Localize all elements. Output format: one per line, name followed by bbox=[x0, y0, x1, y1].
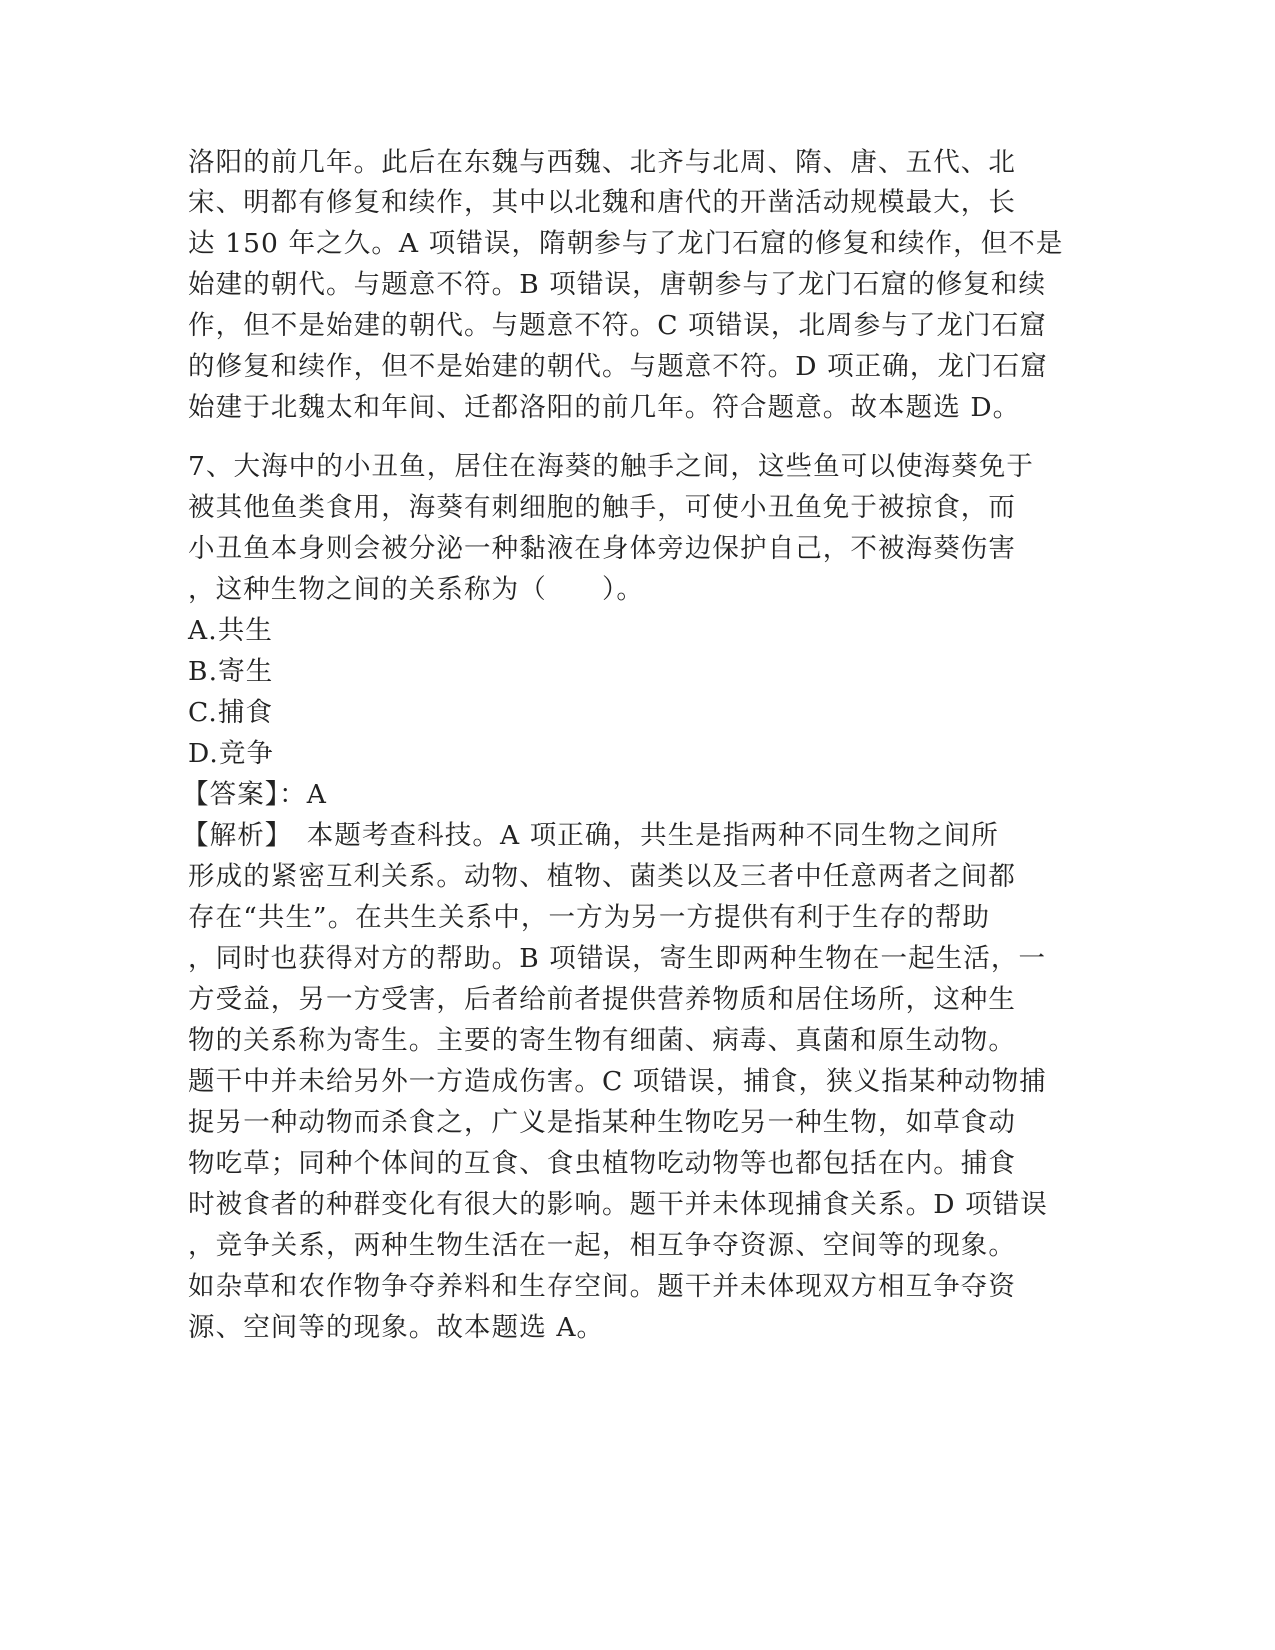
text-line: 小丑鱼本身则会被分泌一种黏液在身体旁边保护自己，不被海葵伤害 bbox=[188, 533, 1016, 564]
text-line: ，竞争关系，两种生物生活在一起，相互争夺资源、空间等的现象。 bbox=[188, 1230, 1016, 1261]
text-line: 的修复和续作，但不是始建的朝代。与题意不符。D 项正确，龙门石窟 bbox=[188, 351, 1048, 382]
text-line: 形成的紧密互利关系。动物、植物、菌类以及三者中任意两者之间都 bbox=[188, 861, 1016, 892]
text-line: 【解析】 本题考查科技。A 项正确，共生是指两种不同生物之间所 bbox=[182, 820, 999, 851]
text-line: 如杂草和农作物争夺养料和生存空间。题干并未体现双方相互争夺资 bbox=[188, 1271, 1016, 1302]
text-line: 始建于北魏太和年间、迁都洛阳的前几年。符合题意。故本题选 D。 bbox=[188, 392, 1021, 423]
option-c: C.捕食 bbox=[188, 697, 274, 728]
text-line: 捉另一种动物而杀食之，广义是指某种生物吃另一种生物，如草食动 bbox=[188, 1107, 1016, 1138]
option-d: D.竞争 bbox=[188, 738, 275, 769]
text-line: 7、大海中的小丑鱼，居住在海葵的触手之间，这些鱼可以使海葵免于 bbox=[188, 451, 1034, 482]
text-line: 作，但不是始建的朝代。与题意不符。C 项错误，北周参与了龙门石窟 bbox=[188, 310, 1047, 341]
text-line: 源、空间等的现象。故本题选 A。 bbox=[188, 1312, 605, 1343]
text-line: 宋、明都有修复和续作，其中以北魏和唐代的开凿活动规模最大，长 bbox=[188, 187, 1016, 218]
text-line: 物吃草；同种个体间的互食、食虫植物吃动物等也都包括在内。捕食 bbox=[188, 1148, 1016, 1179]
text-line: 物的关系称为寄生。主要的寄生物有细菌、病毒、真菌和原生动物。 bbox=[188, 1025, 1016, 1056]
option-b: B.寄生 bbox=[188, 656, 274, 687]
text-line: 题干中并未给另外一方造成伤害。C 项错误，捕食，狭义指某种动物捕 bbox=[188, 1066, 1047, 1097]
text-line: 存在“共生”。在共生关系中，一方为另一方提供有利于生存的帮助 bbox=[188, 902, 991, 933]
option-a: A.共生 bbox=[188, 615, 273, 646]
text-line: ，同时也获得对方的帮助。B 项错误，寄生即两种生物在一起生活，一 bbox=[188, 943, 1047, 974]
answer-line: 【答案】：A bbox=[182, 779, 327, 810]
text-line: 方受益，另一方受害，后者给前者提供营养物质和居住场所，这种生 bbox=[188, 984, 1016, 1015]
text-line: 达 150 年之久。A 项错误，隋朝参与了龙门石窟的修复和续作，但不是 bbox=[188, 228, 1064, 259]
text-line: 始建的朝代。与题意不符。B 项错误，唐朝参与了龙门石窟的修复和续 bbox=[188, 269, 1047, 300]
text-line: 洛阳的前几年。此后在东魏与西魏、北齐与北周、隋、唐、五代、北 bbox=[188, 147, 1016, 178]
text-line: 被其他鱼类食用，海葵有刺细胞的触手，可使小丑鱼免于被掠食，而 bbox=[188, 492, 1016, 523]
text-line: 时被食者的种群变化有很大的影响。题干并未体现捕食关系。D 项错误 bbox=[188, 1189, 1048, 1220]
text-line: ，这种生物之间的关系称为（ ）。 bbox=[188, 574, 644, 605]
